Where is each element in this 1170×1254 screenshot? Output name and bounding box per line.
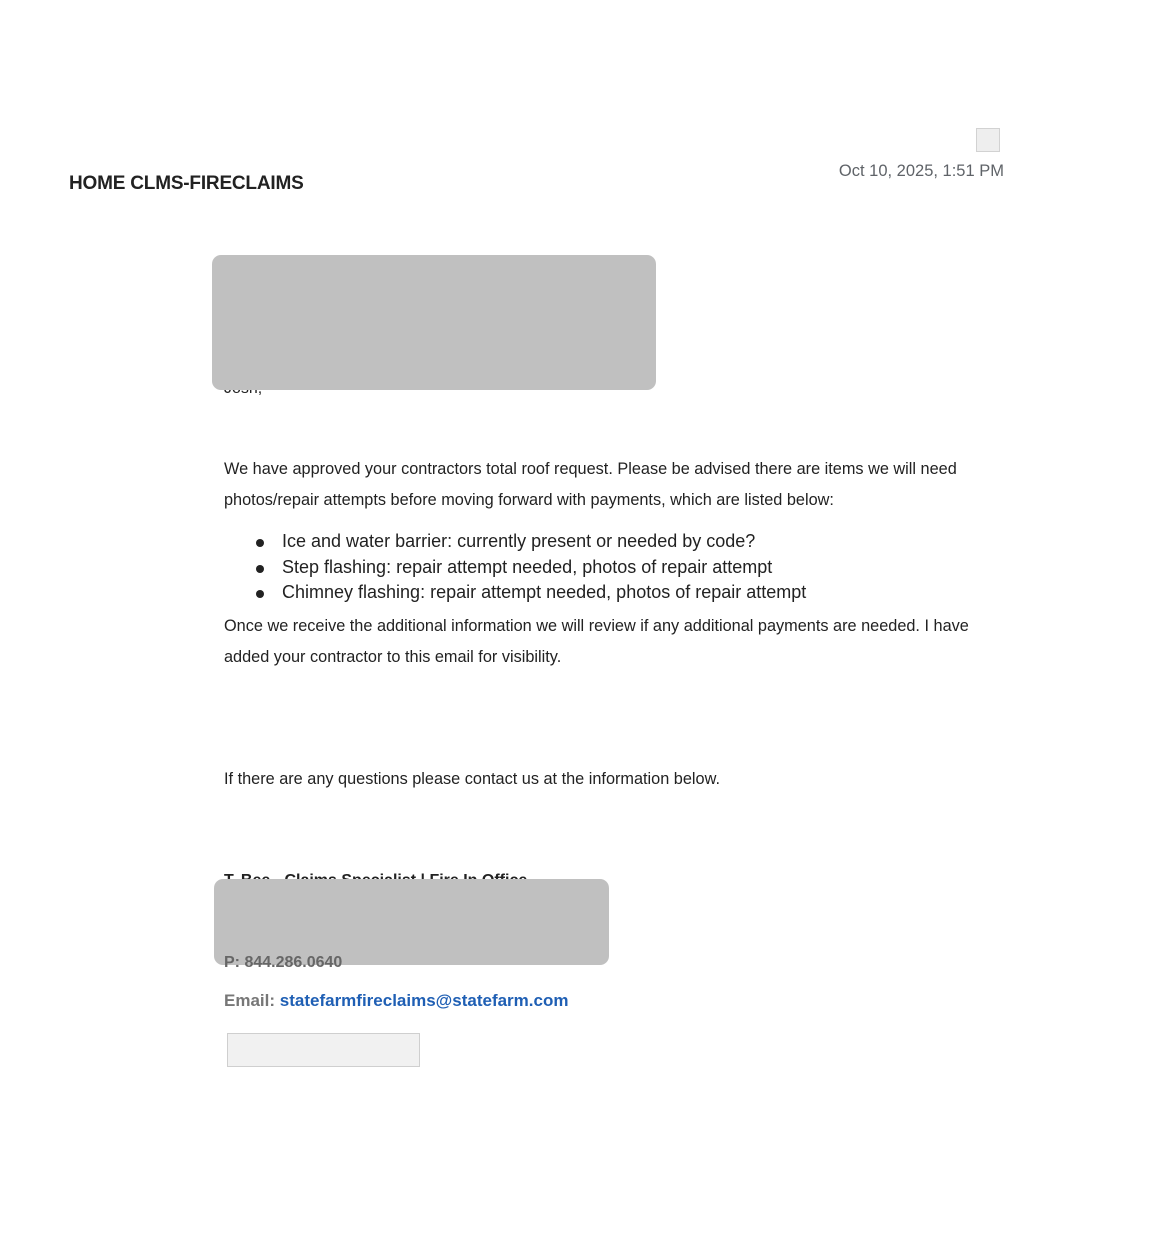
sender-name: HOME CLMS-FIRECLAIMS xyxy=(69,173,304,194)
greeting-fragment xyxy=(224,390,262,398)
bullet-icon xyxy=(256,565,264,573)
bullet-icon xyxy=(256,539,264,547)
redacted-block xyxy=(212,255,656,390)
list-item xyxy=(252,580,806,606)
email-label: Email: xyxy=(224,991,276,1010)
body-paragraph: If there are any questions please contact us at the information below. xyxy=(224,770,720,788)
image-placeholder-icon xyxy=(976,128,1000,152)
list-item xyxy=(252,529,806,555)
bullet-icon xyxy=(256,590,264,598)
body-paragraph: We have approved your contractors total roof request. Please be advised there are items we will need photos/repair attempts before moving forward with payments, which are listed below: xyxy=(224,460,957,509)
list-item-text: Ice and water barrier: currently present or needed by code? xyxy=(282,531,756,551)
signature-phone-fragment xyxy=(224,954,343,971)
email-link[interactable]: statefarmfireclaims@statefarm.com xyxy=(279,991,569,1010)
body-paragraph: Once we receive the additional information we will review if any additional payments are needed. I have added your contractor to this email for visibility. xyxy=(224,617,969,666)
list-item xyxy=(252,555,806,581)
message-timestamp: Oct 10, 2025, 1:51 PM xyxy=(838,162,1004,180)
requirements-list xyxy=(252,529,806,606)
signature-email xyxy=(224,991,568,1011)
image-placeholder xyxy=(227,1033,420,1067)
list-item-text: Chimney flashing: repair attempt needed, photos of repair attempt xyxy=(282,582,807,602)
redacted-block xyxy=(214,879,609,965)
list-item-text: Step flashing: repair attempt needed, photos of repair attempt xyxy=(282,556,773,577)
signature-title-fragment xyxy=(224,872,527,879)
signature-phone-text: P: 844.286.0640 xyxy=(224,954,343,971)
